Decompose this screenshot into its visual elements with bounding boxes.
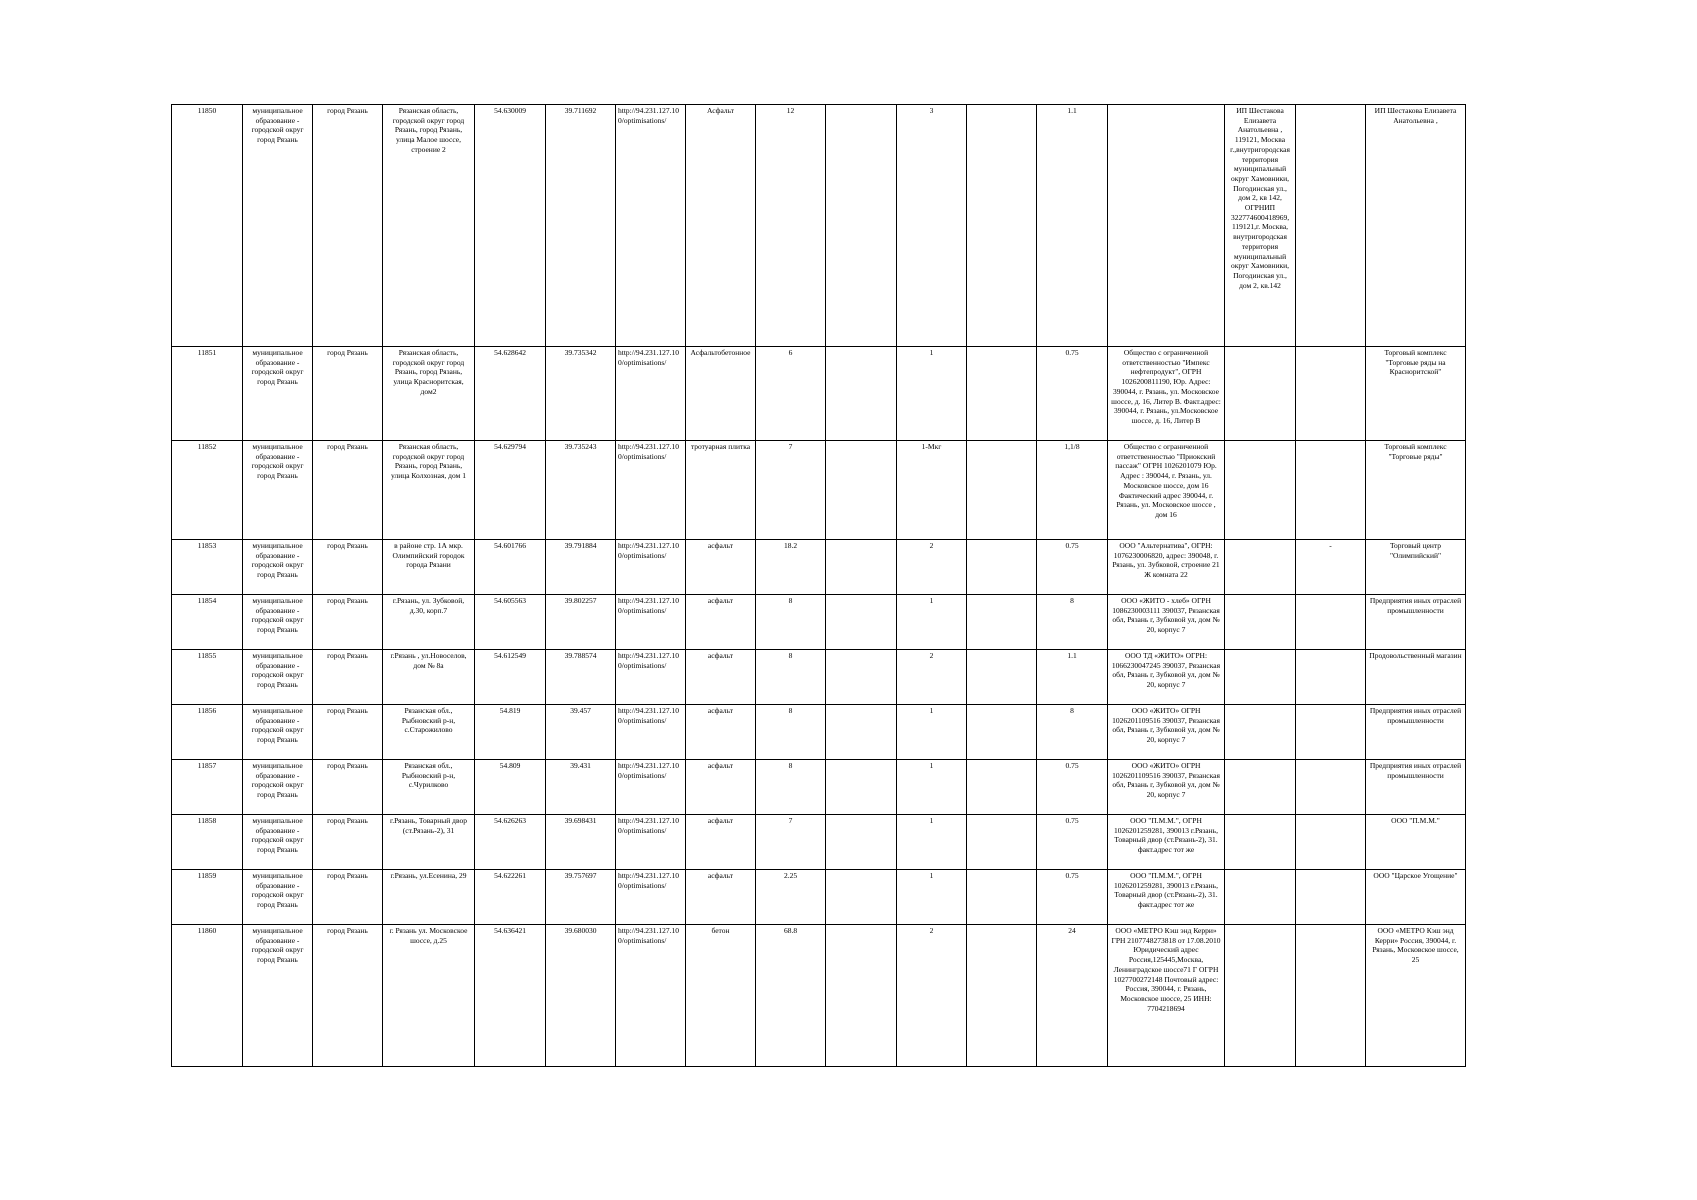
municipality-cell: муниципальное образование - городской округ город Рязань: [243, 441, 313, 540]
waste-source-cell: Продовольственный магазин: [1366, 650, 1466, 705]
waste-source-cell: ООО "Царское Угощение": [1366, 870, 1466, 925]
container-volume-cell: 24: [1037, 925, 1108, 1067]
latitude-cell: 54.629794: [475, 441, 546, 540]
address-cell: г.Рязань, Товарный двор (ст.Рязань-2), 31: [383, 815, 475, 870]
longitude-cell: 39.680030: [546, 925, 616, 1067]
row-number: 11860: [172, 925, 243, 1067]
row-number: 11858: [172, 815, 243, 870]
containers-count-cell: 2: [897, 925, 967, 1067]
municipality-cell: муниципальное образование - городской округ город Рязань: [243, 650, 313, 705]
longitude-cell: 39.802257: [546, 595, 616, 650]
latitude-cell: 54.605563: [475, 595, 546, 650]
container-volume-cell: 1.1: [1037, 650, 1108, 705]
locality-cell: город Рязань: [313, 815, 383, 870]
surface-cell: Асфальтобетонное: [686, 347, 756, 441]
latitude-cell: 54.819: [475, 705, 546, 760]
empty-cell: [826, 540, 897, 595]
locality-cell: город Рязань: [313, 870, 383, 925]
row-number: 11850: [172, 105, 243, 347]
marker-cell: [1296, 595, 1366, 650]
empty-cell: [967, 540, 1037, 595]
locality-cell: город Рязань: [313, 595, 383, 650]
container-volume-cell: 1.1: [1037, 105, 1108, 347]
table-row: [172, 540, 1466, 595]
row-number: 11855: [172, 650, 243, 705]
empty-cell: [967, 870, 1037, 925]
longitude-cell: 39.457: [546, 705, 616, 760]
address-cell: Рязанская область, городской округ город Рязань, город Рязань, улица Колхозная, дом 1: [383, 441, 475, 540]
marker-cell: [1296, 650, 1366, 705]
locality-cell: город Рязань: [313, 925, 383, 1067]
empty-cell: [967, 705, 1037, 760]
area-cell: 6: [756, 347, 826, 441]
extra-owner-cell: ИП Шестакова Елизавета Анатольевна , 119121, Москва г.,внутригородская территория муниципальный округ Хамовники, Погодинская ул., дом 2, кв 142, ОГРНИП 322774600418969, 119121,г. Москва, внутригородская территория муниципальный округ Хамовники, Погодинская ул., дом 2, кв.142: [1225, 105, 1296, 347]
locality-cell: город Рязань: [313, 540, 383, 595]
longitude-cell: 39.735243: [546, 441, 616, 540]
row-number: 11851: [172, 347, 243, 441]
address-cell: г.Рязань, ул. Зубковой, д.30, корп.7: [383, 595, 475, 650]
containers-count-cell: 2: [897, 650, 967, 705]
owner-details-cell: ООО ТД «ЖИТО» ОГРН: 1066230047245 390037, Рязанская обл, Рязань г, Зубковой ул, дом № 20, корпус 7: [1108, 650, 1225, 705]
municipality-cell: муниципальное образование - городской округ город Рязань: [243, 705, 313, 760]
locality-cell: город Рязань: [313, 650, 383, 705]
marker-cell: [1296, 815, 1366, 870]
waste-source-cell: Предприятия иных отраслей промышленности: [1366, 595, 1466, 650]
owner-details-cell: ООО «ЖИТО - хлеб» ОГРН 1086230003111 390037, Рязанская обл, Рязань г, Зубковой ул, дом № 20, корпус 7: [1108, 595, 1225, 650]
empty-cell: [826, 595, 897, 650]
owner-details-cell: ООО «МЕТРО Кэш энд Керри» ГРН 2107748273818 от 17.08.2010 Юридический адрес Россия,125445,Москва, Ленинградское шоссе71 Г ОГРН 1027700272148 Почтовый адрес: Россия, 390044, г. Рязань, Московское шоссе, 25 ИНН: 7704218694: [1108, 925, 1225, 1067]
marker-cell: [1296, 925, 1366, 1067]
area-cell: 12: [756, 105, 826, 347]
marker-cell: -: [1296, 540, 1366, 595]
empty-cell: [967, 105, 1037, 347]
latitude-cell: 54.601766: [475, 540, 546, 595]
surface-cell: асфальт: [686, 595, 756, 650]
area-cell: 7: [756, 441, 826, 540]
longitude-cell: 39.711692: [546, 105, 616, 347]
surface-cell: Асфальт: [686, 105, 756, 347]
link-cell[interactable]: http://94.231.127.10 0/optimisations/: [616, 925, 686, 1067]
link-cell[interactable]: http://94.231.127.10 0/optimisations/: [616, 705, 686, 760]
address-cell: Рязанская обл., Рыбновский р-н, с.Старожилово: [383, 705, 475, 760]
longitude-cell: 39.431: [546, 760, 616, 815]
owner-details-cell: Общество с ограниченной ответственностью "Импекс нефтепродукт", ОГРН 1026200811190, Юр. Адрес: 390044, г. Рязань, ул. Московское шоссе, д. 16, Литер В. Факт.адрес: 390044, г. Рязань, ул.Московское шоссе, д. 16, Литер В: [1108, 347, 1225, 441]
container-volume-cell: 8: [1037, 705, 1108, 760]
extra-owner-cell: [1225, 870, 1296, 925]
longitude-cell: 39.788574: [546, 650, 616, 705]
longitude-cell: 39.698431: [546, 815, 616, 870]
containers-count-cell: 1: [897, 347, 967, 441]
extra-owner-cell: [1225, 815, 1296, 870]
marker-cell: [1296, 347, 1366, 441]
row-number: 11859: [172, 870, 243, 925]
surface-cell: бетон: [686, 925, 756, 1067]
surface-cell: асфальт: [686, 870, 756, 925]
link-cell[interactable]: http://94.231.127.10 0/optimisations/: [616, 815, 686, 870]
municipality-cell: муниципальное образование - городской округ город Рязань: [243, 347, 313, 441]
link-cell[interactable]: http://94.231.127.10 0/optimisations/: [616, 540, 686, 595]
extra-owner-cell: [1225, 650, 1296, 705]
link-cell[interactable]: http://94.231.127.10 0/optimisations/: [616, 441, 686, 540]
extra-owner-cell: [1225, 441, 1296, 540]
locality-cell: город Рязань: [313, 760, 383, 815]
address-cell: в районе стр. 1А мкр. Олимпийский городок города Рязани: [383, 540, 475, 595]
empty-cell: [967, 441, 1037, 540]
row-number: 11856: [172, 705, 243, 760]
municipality-cell: муниципальное образование - городской округ город Рязань: [243, 815, 313, 870]
waste-source-cell: ООО «МЕТРО Кэш энд Керри» Россия, 390044, г. Рязань, Московское шоссе, 25: [1366, 925, 1466, 1067]
municipality-cell: муниципальное образование - городской округ город Рязань: [243, 540, 313, 595]
owner-details-cell: ООО "Альтернатива", ОГРН: 1076230006820, адрес: 390048, г. Рязань, ул. Зубковой, строение 21 Ж комната 22: [1108, 540, 1225, 595]
owner-details-cell: ООО «ЖИТО» ОГРН 1026201109516 390037, Рязанская обл, Рязань г, Зубковой ул, дом № 20, корпус 7: [1108, 705, 1225, 760]
surface-cell: асфальт: [686, 760, 756, 815]
address-cell: г.Рязань , ул.Новоселов, дом № 8а: [383, 650, 475, 705]
containers-count-cell: 3: [897, 105, 967, 347]
owner-details-cell: ООО "П.М.М.", ОГРН 1026201259281, 390013 г.Рязань, Товарный двор (ст.Рязань-2), 31. факт.адрес тот же: [1108, 815, 1225, 870]
latitude-cell: 54.636421: [475, 925, 546, 1067]
latitude-cell: 54.630009: [475, 105, 546, 347]
address-cell: г. Рязань ул. Московское шоссе, д.25: [383, 925, 475, 1067]
container-volume-cell: 0.75: [1037, 760, 1108, 815]
waste-source-cell: ООО "П.М.М.": [1366, 815, 1466, 870]
empty-cell: [826, 441, 897, 540]
containers-count-cell: 1: [897, 815, 967, 870]
area-cell: 8: [756, 595, 826, 650]
longitude-cell: 39.791884: [546, 540, 616, 595]
latitude-cell: 54.626263: [475, 815, 546, 870]
address-cell: Рязанская обл., Рыбновский р-н, с.Чурилково: [383, 760, 475, 815]
empty-cell: [967, 815, 1037, 870]
table-row: [172, 347, 1466, 441]
empty-cell: [826, 105, 897, 347]
waste-source-cell: ИП Шестакова Елизавета Анатольевна ,: [1366, 105, 1466, 347]
link-cell[interactable]: http://94.231.127.10 0/optimisations/: [616, 595, 686, 650]
table-row: [172, 760, 1466, 815]
area-cell: 8: [756, 650, 826, 705]
empty-cell: [826, 925, 897, 1067]
empty-cell: [967, 595, 1037, 650]
row-number: 11854: [172, 595, 243, 650]
table-row: [172, 595, 1466, 650]
containers-count-cell: 1: [897, 760, 967, 815]
empty-cell: [826, 815, 897, 870]
table-row: [172, 650, 1466, 705]
address-cell: Рязанская область, городской округ город Рязань, город Рязань, улица Малое шоссе, строение 2: [383, 105, 475, 347]
container-volume-cell: 1,1/8: [1037, 441, 1108, 540]
marker-cell: [1296, 105, 1366, 347]
area-cell: 8: [756, 705, 826, 760]
waste-source-cell: Предприятия иных отраслей промышленности: [1366, 760, 1466, 815]
containers-count-cell: 1: [897, 705, 967, 760]
empty-cell: [826, 870, 897, 925]
municipality-cell: муниципальное образование - городской округ город Рязань: [243, 760, 313, 815]
row-number: 11853: [172, 540, 243, 595]
containers-count-cell: 2: [897, 540, 967, 595]
latitude-cell: 54.809: [475, 760, 546, 815]
marker-cell: [1296, 870, 1366, 925]
table-row: [172, 870, 1466, 925]
waste-source-cell: Торговый комплекс "Торговые ряды": [1366, 441, 1466, 540]
row-number: 11852: [172, 441, 243, 540]
container-volume-cell: 0.75: [1037, 815, 1108, 870]
table-row: [172, 441, 1466, 540]
surface-cell: асфальт: [686, 815, 756, 870]
empty-cell: [826, 347, 897, 441]
area-cell: 18.2: [756, 540, 826, 595]
municipality-cell: муниципальное образование - городской округ город Рязань: [243, 870, 313, 925]
empty-cell: [967, 760, 1037, 815]
address-cell: Рязанская область, городской округ город Рязань, город Рязань, улица Красноритская, дом2: [383, 347, 475, 441]
empty-cell: [967, 650, 1037, 705]
extra-owner-cell: [1225, 705, 1296, 760]
extra-owner-cell: [1225, 925, 1296, 1067]
address-cell: г.Рязань, ул.Есенина, 29: [383, 870, 475, 925]
container-volume-cell: 0.75: [1037, 870, 1108, 925]
locality-cell: город Рязань: [313, 705, 383, 760]
containers-count-cell: 1: [897, 595, 967, 650]
row-number: 11857: [172, 760, 243, 815]
area-cell: 8: [756, 760, 826, 815]
link-cell[interactable]: http://94.231.127.10 0/optimisations/: [616, 347, 686, 441]
table-row: [172, 815, 1466, 870]
registry-table: [171, 104, 1466, 1067]
empty-cell: [967, 925, 1037, 1067]
owner-details-cell: ООО «ЖИТО» ОГРН 1026201109516 390037, Рязанская обл, Рязань г, Зубковой ул, дом № 20, корпус 7: [1108, 760, 1225, 815]
owner-details-cell: Общество с ограниченной ответственностью "Приокский пассаж" ОГРН 1026201079 Юр. Адрес : 390044, г. Рязань, ул. Московское шоссе, дом 16 Фактический адрес 390044, г. Рязань, ул. Московское шоссе , дом 16: [1108, 441, 1225, 540]
container-volume-cell: 0.75: [1037, 540, 1108, 595]
surface-cell: асфальт: [686, 705, 756, 760]
marker-cell: [1296, 760, 1366, 815]
link-cell[interactable]: http://94.231.127.10 0/optimisations/: [616, 760, 686, 815]
empty-cell: [967, 347, 1037, 441]
locality-cell: город Рязань: [313, 441, 383, 540]
locality-cell: город Рязань: [313, 105, 383, 347]
locality-cell: город Рязань: [313, 347, 383, 441]
waste-source-cell: Предприятия иных отраслей промышленности: [1366, 705, 1466, 760]
municipality-cell: муниципальное образование - городской округ город Рязань: [243, 925, 313, 1067]
link-cell[interactable]: http://94.231.127.10 0/optimisations/: [616, 870, 686, 925]
container-volume-cell: 8: [1037, 595, 1108, 650]
marker-cell: [1296, 441, 1366, 540]
surface-cell: тротуарная плитка: [686, 441, 756, 540]
container-volume-cell: 0.75: [1037, 347, 1108, 441]
extra-owner-cell: [1225, 595, 1296, 650]
owner-details-cell: ООО "П.М.М.", ОГРН 1026201259281, 390013 г.Рязань, Товарный двор (ст.Рязань-2), 31. факт.адрес тот же: [1108, 870, 1225, 925]
latitude-cell: 54.612549: [475, 650, 546, 705]
area-cell: 68.8: [756, 925, 826, 1067]
extra-owner-cell: [1225, 760, 1296, 815]
containers-count-cell: 1: [897, 870, 967, 925]
table-body: [172, 105, 1466, 1067]
municipality-cell: муниципальное образование - городской округ город Рязань: [243, 595, 313, 650]
latitude-cell: 54.628642: [475, 347, 546, 441]
table-row: [172, 925, 1466, 1067]
municipality-cell: муниципальное образование - городской округ город Рязань: [243, 105, 313, 347]
waste-source-cell: Торговый комплекс "Торговые ряды на Красноритской": [1366, 347, 1466, 441]
owner-details-cell: [1108, 105, 1225, 347]
longitude-cell: 39.757697: [546, 870, 616, 925]
surface-cell: асфальт: [686, 540, 756, 595]
marker-cell: [1296, 705, 1366, 760]
link-cell[interactable]: http://94.231.127.10 0/optimisations/: [616, 105, 686, 347]
extra-owner-cell: [1225, 347, 1296, 441]
table-row: [172, 105, 1466, 347]
waste-source-cell: Торговый центр "Олимпийский": [1366, 540, 1466, 595]
area-cell: 2.25: [756, 870, 826, 925]
containers-count-cell: 1-Мкг: [897, 441, 967, 540]
empty-cell: [826, 650, 897, 705]
surface-cell: асфальт: [686, 650, 756, 705]
link-cell[interactable]: http://94.231.127.10 0/optimisations/: [616, 650, 686, 705]
table-row: [172, 705, 1466, 760]
longitude-cell: 39.735342: [546, 347, 616, 441]
empty-cell: [826, 705, 897, 760]
extra-owner-cell: [1225, 540, 1296, 595]
area-cell: 7: [756, 815, 826, 870]
empty-cell: [826, 760, 897, 815]
latitude-cell: 54.622261: [475, 870, 546, 925]
